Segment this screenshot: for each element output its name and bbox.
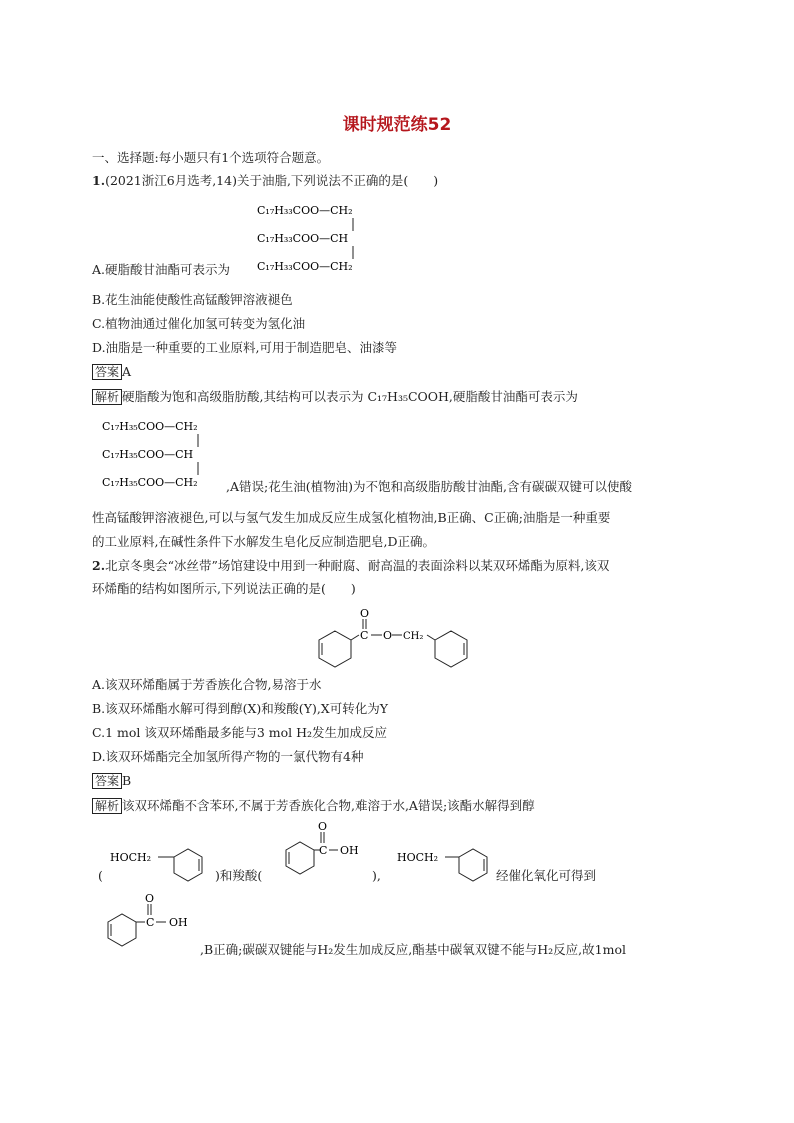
q2-analysis-last: ,B正确;碳碳双键能与H₂发生加成反应,酯基中碳氧双键不能与H₂反应,故1mol (200, 942, 626, 957)
q2-alcohol-ring (174, 849, 202, 881)
q2-acid-o: O (318, 820, 328, 833)
q2-answer-tag: 答案 (92, 773, 122, 789)
q1-analysis-line-3: 性高锰酸钾溶液褪色,可以与氢气发生加成反应生成氢化植物油,B正确、C正确;油脂是一种重要 (92, 510, 611, 525)
question-2-number: 2. (92, 558, 106, 573)
q2-acid-c: C (319, 844, 328, 857)
q1-answer-value: A (122, 364, 132, 379)
q2-and-acid: )和羧酸( (215, 868, 263, 883)
q1-option-a: A.硬脂酸甘油酯可表示为 (92, 262, 231, 277)
q2-ester-structure (305, 602, 475, 672)
q1-triglyceride-formula (255, 198, 385, 278)
q2-struct-o-ester: O (383, 629, 393, 642)
q2-alcohol2-ring (459, 849, 487, 881)
q2-acid2-ring (108, 914, 136, 946)
q2-struct-c: C (360, 629, 369, 642)
q1-analysis-formula-row-3: C₁₇H₃₅COO—CH₂ (102, 476, 198, 489)
q2-alcohol-hoch2: HOCH₂ (110, 851, 152, 864)
q1-analysis-line-4: 的工业原料,在碱性条件下水解发生皂化反应制造肥皂,D正确。 (92, 534, 435, 549)
q1-option-c: C.植物油通过催化加氢可转变为氢化油 (92, 316, 306, 331)
q2-analysis-row-1 (92, 798, 535, 814)
question-2-text-1: 北京冬奥会“冰丝带”场馆建设中用到一种耐腐、耐高温的表面涂料以某双环烯酯为原料,该双 (105, 558, 610, 573)
q2-paren-close: ), (372, 868, 381, 883)
q2-struct-o-top: O (360, 607, 370, 620)
q2-answer-row (92, 773, 131, 789)
q1-analysis-line-2: ,A错误;花生油(植物油)为不饱和高级脂肪酸甘油酯,含有碳碳双键可以使酸 (226, 479, 632, 494)
q1-formula-row-1: C₁₇H₃₃COO—CH₂ (257, 204, 353, 217)
q1-analysis-formula (100, 414, 230, 496)
q2-option-b: B.该双环烯酯水解可得到醇(X)和羧酸(Y),X可转化为Y (92, 701, 388, 716)
q2-analysis-tag: 解析 (92, 798, 122, 814)
q2-acid2-c: C (146, 916, 155, 929)
q2-alcohol-structure-2 (395, 840, 500, 885)
q2-acid-ring (286, 842, 314, 874)
q1-analysis-tag: 解析 (92, 389, 122, 405)
q2-answer-value: B (122, 773, 132, 788)
q1-option-d: D.油脂是一种重要的工业原料,可用于制造肥皂、油漆等 (92, 340, 398, 355)
question-2-stem-2: 环烯酯的结构如图所示,下列说法正确的是( ) (92, 581, 356, 596)
q2-left-ring (319, 631, 351, 667)
q2-acid2-o: O (145, 892, 155, 905)
q2-ch2-ring-bond (427, 635, 435, 640)
q2-right-ring (435, 631, 467, 667)
q1-analysis-line-1: 硬脂酸为饱和高级脂肪酸,其结构可以表示为 C₁₇H₃₅COOH,硬脂酸甘油酯可表示为 (122, 389, 578, 404)
q2-acid-structure (270, 818, 375, 884)
q1-formula-row-3: C₁₇H₃₃COO—CH₂ (257, 260, 353, 273)
q2-oxidize-text: 经催化氧化可得到 (496, 868, 597, 883)
q1-analysis-formula-row-2: C₁₇H₃₅COO—CH (102, 448, 194, 461)
question-1-number: 1. (92, 173, 106, 188)
q2-acid-oh: OH (340, 844, 359, 857)
q2-paren-open: ( (98, 868, 103, 883)
q2-alcohol-structure (108, 840, 213, 885)
question-1-text: (2021浙江6月选考,14)关于油脂,下列说法不正确的是( ) (105, 173, 439, 188)
q1-analysis-row-1 (92, 389, 578, 405)
q1-analysis-formula-row-1: C₁₇H₃₅COO—CH₂ (102, 420, 198, 433)
q1-answer-row (92, 364, 131, 380)
q2-alcohol2-hoch2: HOCH₂ (397, 851, 439, 864)
question-2-stem-1 (92, 558, 609, 574)
question-1-stem (92, 173, 438, 189)
section-heading: 一、选择题:每小题只有1个选项符合题意。 (92, 150, 330, 165)
q2-acid-structure-2 (100, 890, 205, 952)
q2-struct-ch2: CH₂ (403, 631, 424, 642)
page-title: 课时规范练52 (342, 115, 452, 135)
q2-option-c: C.1 mol 该双环烯酯最多能与3 mol H₂发生加成反应 (92, 725, 388, 740)
q1-answer-tag: 答案 (92, 364, 122, 380)
q2-option-a: A.该双环烯酯属于芳香族化合物,易溶于水 (92, 677, 322, 692)
q1-option-b: B.花生油能使酸性高锰酸钾溶液褪色 (92, 292, 293, 307)
q1-formula-row-2: C₁₇H₃₃COO—CH (257, 232, 349, 245)
q2-acid2-oh: OH (169, 916, 188, 929)
q2-analysis-line-1: 该双环烯酯不含苯环,不属于芳香族化合物,难溶于水,A错误;该酯水解得到醇 (122, 798, 535, 813)
q2-option-d: D.该双环烯酯完全加氢所得产物的一氯代物有4种 (92, 749, 364, 764)
q2-ring-carbon-bond (351, 635, 359, 640)
